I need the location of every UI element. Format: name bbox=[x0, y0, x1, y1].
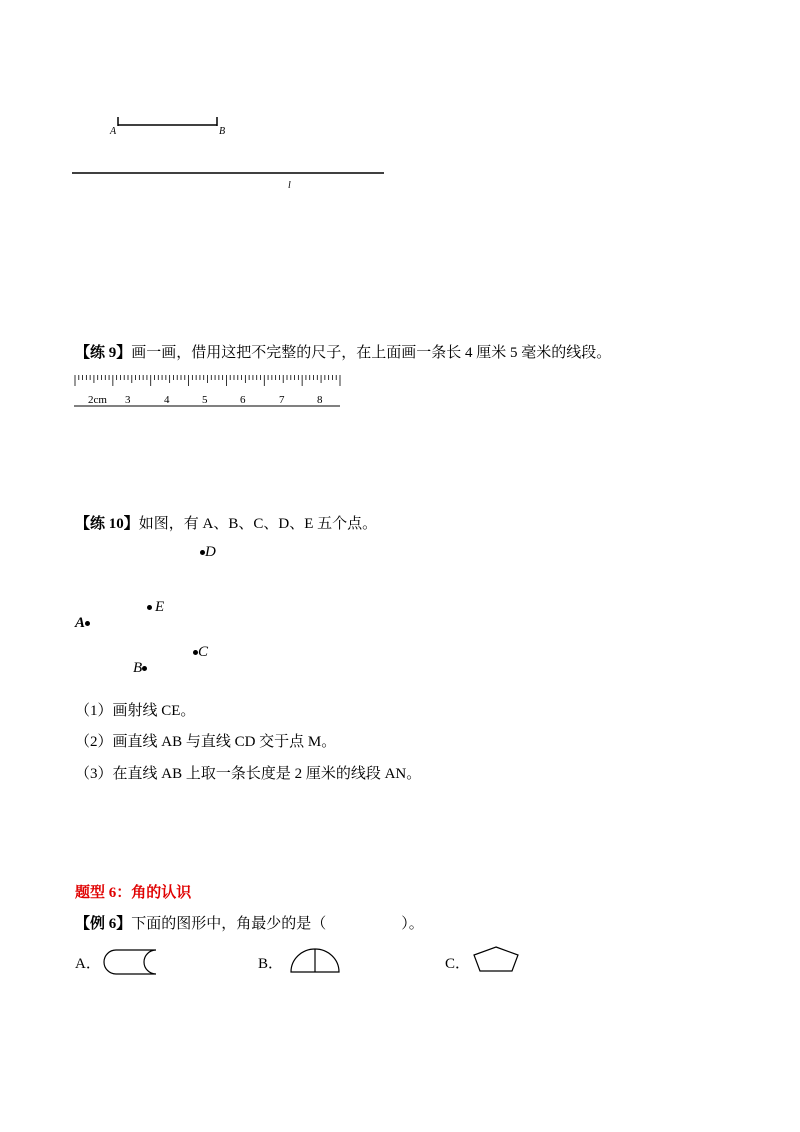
example6-tag: 【例 6】 bbox=[75, 916, 132, 932]
point-e bbox=[147, 598, 164, 616]
ruler-figure bbox=[72, 373, 347, 411]
line-l-label: l bbox=[288, 180, 291, 191]
exercise10-text: 如图，有 A、B、C、D、E 五个点。 bbox=[138, 516, 378, 532]
ruler-label-6: 6 bbox=[240, 394, 246, 406]
exercise9-line bbox=[75, 344, 611, 362]
exercise10-question-1: （1）画射线 CE。 bbox=[75, 703, 196, 719]
ruler-label-5: 5 bbox=[202, 394, 208, 406]
point-a-label: A bbox=[75, 615, 86, 631]
point-a-dot bbox=[85, 621, 90, 626]
option-c-label: C． bbox=[445, 956, 471, 972]
ruler-label-2cm: 2cm bbox=[88, 394, 107, 406]
exercise9-text: 画一画，借用这把不完整的尺子，在上面画一条长 4 厘米 5 毫米的线段。 bbox=[131, 345, 612, 361]
ruler-label-8: 8 bbox=[317, 394, 323, 406]
ruler-label-4: 4 bbox=[164, 394, 170, 406]
example6-line bbox=[75, 915, 424, 933]
pentagon-shape-icon bbox=[472, 944, 522, 974]
point-b bbox=[133, 659, 147, 677]
point-a bbox=[75, 614, 90, 632]
point-d bbox=[200, 543, 216, 561]
exercise10-question-2: （2）画直线 AB 与直线 CD 交于点 M。 bbox=[75, 734, 337, 750]
ruler-label-3: 3 bbox=[125, 394, 131, 406]
option-a-label: A． bbox=[75, 956, 101, 972]
point-d-label: D bbox=[205, 544, 216, 560]
line-l bbox=[72, 170, 387, 176]
example6-text: 下面的图形中，角最少的是（ ）。 bbox=[131, 916, 424, 932]
exercise10-question-3: （3）在直线 AB 上取一条长度是 2 厘米的线段 AN。 bbox=[75, 766, 422, 782]
point-e-label: E bbox=[155, 599, 165, 615]
rounded-stadium-shape-icon bbox=[100, 947, 162, 977]
point-e-dot bbox=[147, 605, 152, 610]
point-b-dot bbox=[142, 666, 147, 671]
point-label-b: B bbox=[219, 126, 226, 137]
exercise9-tag: 【练 9】 bbox=[75, 345, 132, 361]
exercise10-line bbox=[75, 515, 377, 533]
point-c bbox=[193, 643, 208, 661]
point-b-label: B bbox=[133, 660, 143, 676]
section6-heading: 题型 6：角的认识 bbox=[75, 885, 192, 901]
point-label-a: A bbox=[110, 126, 117, 137]
option-b-label: B． bbox=[258, 956, 284, 972]
point-c-label: C bbox=[198, 644, 209, 660]
exercise10-tag: 【练 10】 bbox=[75, 516, 139, 532]
semicircle-shape-icon bbox=[288, 946, 344, 976]
ruler-label-7: 7 bbox=[279, 394, 285, 406]
